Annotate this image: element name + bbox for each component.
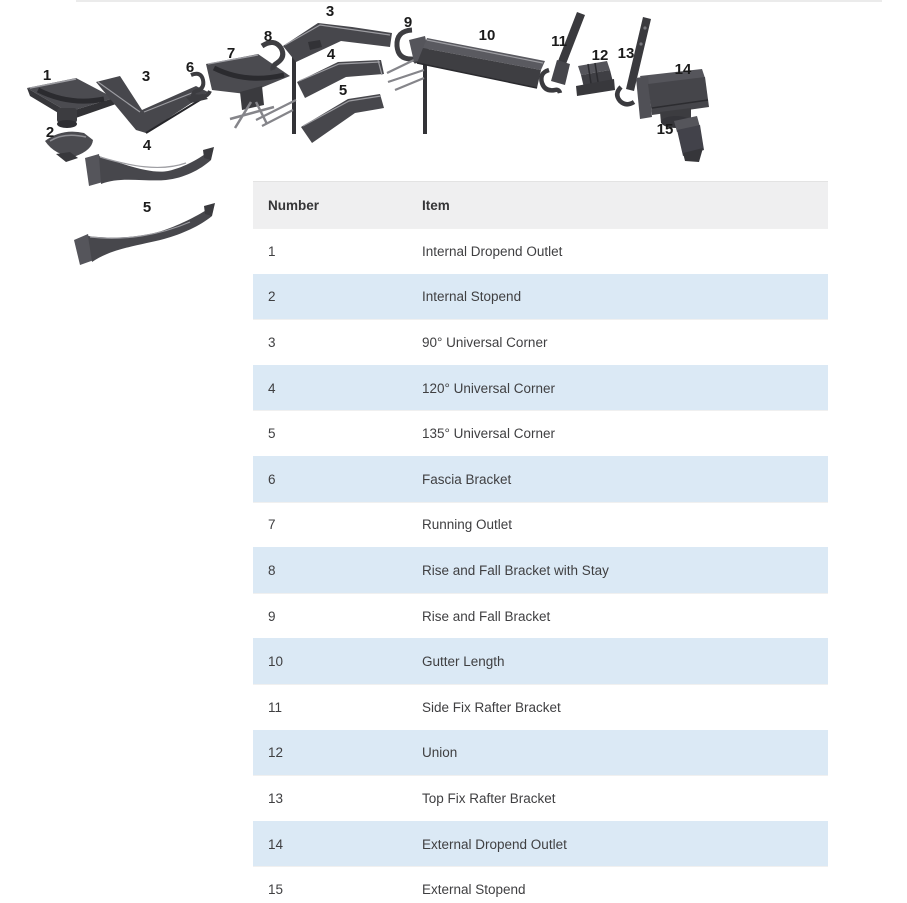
table-row bbox=[253, 593, 828, 639]
cell-item: Gutter Length bbox=[422, 654, 505, 670]
part-label-5-right: 5 bbox=[338, 82, 348, 99]
part-label-3-left: 3 bbox=[141, 68, 151, 85]
part-label-2: 2 bbox=[45, 124, 55, 141]
cell-item: Fascia Bracket bbox=[422, 471, 512, 487]
table-row bbox=[253, 502, 828, 548]
cell-number: 14 bbox=[268, 836, 284, 852]
cell-item: Union bbox=[422, 745, 458, 761]
cell-item: 135° Universal Corner bbox=[422, 426, 555, 442]
table-row bbox=[253, 775, 828, 821]
table-row bbox=[253, 638, 828, 684]
table-row bbox=[253, 365, 828, 411]
part-label-3-top: 3 bbox=[325, 3, 335, 20]
cell-item: 90° Universal Corner bbox=[422, 334, 548, 350]
135-universal-corner-illustration-2 bbox=[301, 94, 384, 143]
top-divider bbox=[76, 0, 882, 2]
cell-number: 5 bbox=[268, 426, 276, 442]
part-label-11: 11 bbox=[551, 33, 567, 50]
part-label-4-right: 4 bbox=[326, 46, 336, 63]
cell-number: 13 bbox=[268, 790, 284, 806]
cell-number: 12 bbox=[268, 745, 284, 761]
side-fix-rafter-bracket-illustration bbox=[541, 12, 585, 93]
part-label-12: 12 bbox=[591, 47, 609, 64]
cell-item: Internal Dropend Outlet bbox=[422, 243, 563, 259]
parts-legend-table bbox=[253, 181, 828, 903]
external-dropend-outlet-illustration bbox=[636, 69, 709, 128]
column-header-item: Item bbox=[422, 197, 450, 213]
cell-number: 1 bbox=[268, 243, 276, 259]
cell-item: Top Fix Rafter Bracket bbox=[422, 790, 556, 806]
union-illustration bbox=[576, 61, 615, 96]
part-label-5-left: 5 bbox=[142, 199, 152, 216]
cell-number: 15 bbox=[268, 882, 284, 898]
table-row bbox=[253, 274, 828, 320]
table-row bbox=[253, 410, 828, 456]
part-label-8: 8 bbox=[263, 28, 273, 45]
cell-item: Rise and Fall Bracket bbox=[422, 608, 551, 624]
part-label-4-left: 4 bbox=[142, 137, 152, 154]
cell-number: 10 bbox=[268, 654, 284, 670]
part-label-7: 7 bbox=[226, 45, 236, 62]
cell-item: Side Fix Rafter Bracket bbox=[422, 699, 561, 715]
cell-number: 6 bbox=[268, 471, 276, 487]
column-header-number: Number bbox=[268, 197, 320, 213]
part-label-1: 1 bbox=[42, 67, 52, 84]
cell-item: Running Outlet bbox=[422, 517, 513, 533]
cell-number: 11 bbox=[268, 699, 283, 715]
cell-item: External Dropend Outlet bbox=[422, 836, 567, 852]
table-row bbox=[253, 319, 828, 365]
table-row bbox=[253, 456, 828, 502]
cell-item: Rise and Fall Bracket with Stay bbox=[422, 562, 609, 578]
table-row bbox=[253, 821, 828, 867]
table-body bbox=[253, 228, 828, 903]
part-label-10: 10 bbox=[478, 27, 496, 44]
part-label-14: 14 bbox=[674, 61, 692, 78]
part-label-13: 13 bbox=[617, 45, 635, 62]
cell-number: 7 bbox=[268, 517, 276, 533]
cell-number: 8 bbox=[268, 562, 276, 578]
table-row bbox=[253, 684, 828, 730]
cell-item: Internal Stopend bbox=[422, 289, 522, 305]
table-row bbox=[253, 228, 828, 274]
gutter-length-illustration bbox=[387, 36, 545, 88]
part-label-15: 15 bbox=[656, 121, 674, 138]
cell-number: 2 bbox=[268, 289, 276, 305]
part-label-9: 9 bbox=[403, 14, 413, 31]
table-row bbox=[253, 547, 828, 593]
cell-item: External Stopend bbox=[422, 882, 526, 898]
cell-item: 120° Universal Corner bbox=[422, 380, 555, 396]
table-row bbox=[253, 730, 828, 776]
cell-number: 9 bbox=[268, 608, 276, 624]
table-row bbox=[253, 866, 828, 903]
table-header-row bbox=[253, 181, 828, 228]
part-label-6: 6 bbox=[185, 59, 195, 76]
cell-number: 4 bbox=[268, 380, 276, 396]
fascia-bracket-illustration bbox=[186, 74, 210, 103]
90-universal-corner-illustration-2 bbox=[283, 23, 392, 62]
external-stopend-illustration bbox=[674, 116, 704, 162]
cell-number: 3 bbox=[268, 334, 276, 350]
